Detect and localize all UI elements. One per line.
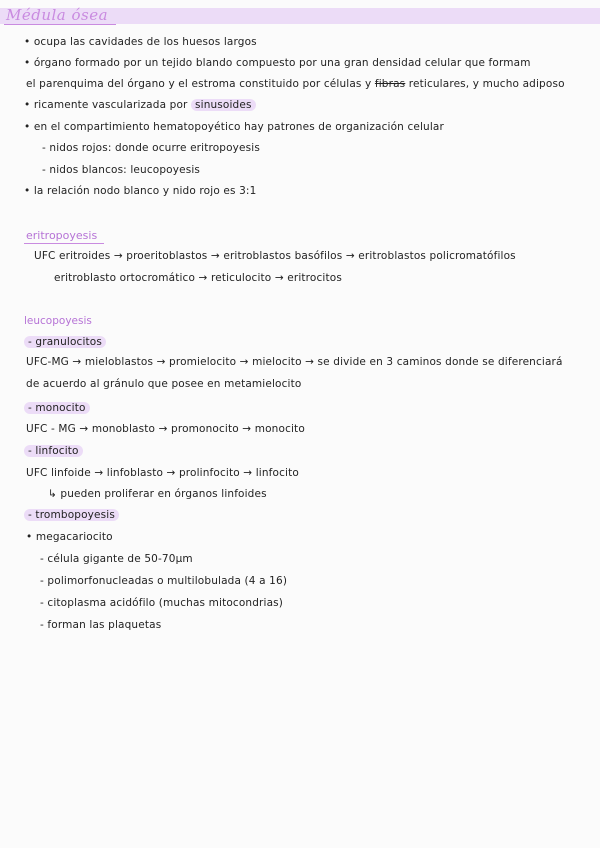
intro-line-2: • órgano formado por un tejido blando compuesto por una gran densidad celular que formam <box>24 57 531 69</box>
intro-line-3-strike: fibras <box>374 78 406 90</box>
trombo-line-4: - citoplasma acidófilo (muchas mitocondrias) <box>40 597 284 609</box>
gran-line-2: de acuerdo al gránulo que posee en metamielocito <box>26 378 302 390</box>
trombo-line-1: • megacariocito <box>26 531 113 543</box>
intro-line-4-a: • ricamente vascularizada por <box>24 99 191 111</box>
page-title: Médula ósea <box>6 6 109 24</box>
eritropoyesis-heading: eritropoyesis <box>26 229 98 242</box>
intro-line-6: - nidos rojos: donde ocurre eritropoyesis <box>42 142 260 154</box>
leucopoyesis-heading: leucopoyesis <box>24 315 92 327</box>
intro-line-3-c: reticulares, y mucho adiposo <box>405 78 565 90</box>
gran-line-1: UFC-MG → mieloblastos → promielocito → mielocito → se divide en 3 caminos donde se diferenciará <box>26 356 563 368</box>
eritropoyesis-underline <box>24 243 104 244</box>
sinusoides-highlight: sinusoides <box>191 99 256 111</box>
granulocitos-highlight: - granulocitos <box>24 336 106 348</box>
linfocito-highlight: - linfocito <box>24 445 83 457</box>
trombo-line-2: - célula gigante de 50-70μm <box>40 553 193 565</box>
monocito-highlight: - monocito <box>24 402 90 414</box>
intro-line-7: - nidos blancos: leucopoyesis <box>42 164 201 176</box>
mono-line-1: UFC - MG → monoblasto → promonocito → monocito <box>26 423 305 435</box>
title-underline <box>4 24 116 25</box>
linfo-line-2: ↳ pueden proliferar en órganos linfoides <box>48 488 267 500</box>
granulocitos-heading <box>24 336 106 348</box>
intro-line-8: • la relación nodo blanco y nido rojo es 3:1 <box>24 185 257 197</box>
intro-line-3-a: el parenquima del órgano y el estroma constituido por células y <box>26 78 375 90</box>
intro-line-3 <box>26 78 565 90</box>
linfo-line-1: UFC linfoide → linfoblasto → prolinfocito → linfocito <box>26 467 299 479</box>
linfocito-heading <box>24 445 83 457</box>
intro-line-4 <box>24 99 256 111</box>
trombo-line-5: - forman las plaquetas <box>40 619 162 631</box>
trombopoyesis-heading <box>24 509 119 521</box>
eritro-line-1: UFC eritroides → proeritoblastos → eritroblastos basófilos → eritroblastos policromatófilos <box>34 250 516 262</box>
intro-line-1: • ocupa las cavidades de los huesos largos <box>24 36 257 48</box>
monocito-heading <box>24 402 90 414</box>
intro-line-5: • en el compartimiento hematopoyético hay patrones de organización celular <box>24 121 444 133</box>
trombopoyesis-highlight: - trombopoyesis <box>24 509 119 521</box>
trombo-line-3: - polimorfonucleadas o multilobulada (4 a 16) <box>40 575 288 587</box>
eritro-line-2: eritroblasto ortocromático → reticulocito → eritrocitos <box>54 272 342 284</box>
